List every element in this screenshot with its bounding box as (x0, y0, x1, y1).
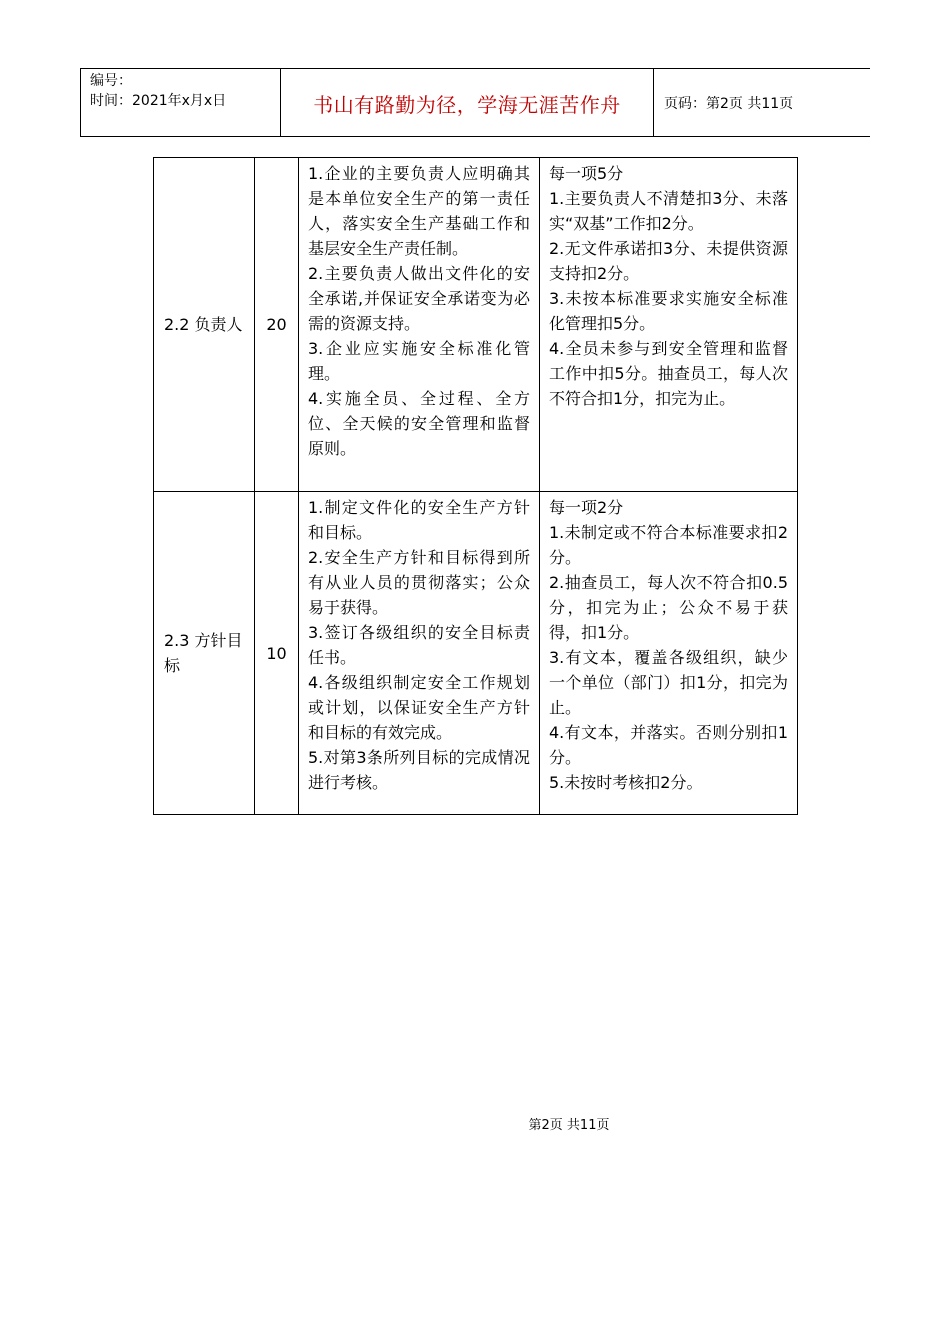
requirement-line: 2.主要负责人做出文件化的安全承诺,并保证安全承诺变为必需的资源支持。 (308, 264, 530, 333)
standard-line: 2.抽查员工，每人次不符合扣0.5分，扣完为止；公众不易于获得，扣1分。 (549, 573, 788, 642)
standard-line: 3.未按本标准要求实施安全标准化管理扣5分。 (549, 289, 788, 333)
standard-line: 3.有文本，覆盖各级组织，缺少一个单位（部门）扣1分，扣完为止。 (549, 648, 788, 717)
requirements-cell (299, 158, 540, 492)
header-motto: 书山有路勤为径，学海无涯苦作舟 (281, 69, 654, 136)
requirement-line: 2.安全生产方针和目标得到所有从业人员的贯彻落实；公众易于获得。 (308, 548, 530, 617)
requirement-line: 5.对第3条所列目标的完成情况进行考核。 (308, 748, 530, 792)
requirement-line: 4.实施全员、全过程、全方位、全天候的安全管理和监督原则。 (308, 389, 530, 458)
standard-line: 4.全员未参与到安全管理和监督工作中扣5分。抽查员工，每人次不符合扣1分，扣完为止。 (549, 339, 788, 408)
standard-line: 每一项2分 (549, 498, 624, 517)
requirement-line: 1.制定文件化的安全生产方针和目标。 (308, 498, 530, 542)
standard-line: 1.主要负责人不清楚扣3分、未落实“双基”工作扣2分。 (549, 189, 788, 233)
assessment-table (153, 157, 798, 815)
standard-line: 5.未按时考核扣2分。 (549, 773, 703, 792)
requirement-line: 3.签订各级组织的安全目标责任书。 (308, 623, 530, 667)
score-cell: 10 (255, 492, 299, 815)
item-cell: 2.2 负责人 (154, 158, 255, 492)
table-row (154, 492, 798, 815)
table-row (154, 158, 798, 492)
standard-line: 4.有文本，并落实。否则分别扣1分。 (549, 723, 788, 767)
page-header (80, 68, 870, 137)
number-label: 编号： (90, 73, 132, 89)
page-footer: 第2页 共11页 (528, 1118, 610, 1133)
standard-line: 2.无文件承诺扣3分、未提供资源支持扣2分。 (549, 239, 788, 283)
time-label: 时间：2021年x月x日 (90, 93, 227, 109)
requirement-line: 3.企业应实施安全标准化管理。 (308, 339, 530, 383)
standards-cell (540, 158, 798, 492)
requirement-line: 1.企业的主要负责人应明确其是本单位安全生产的第一责任人，落实安全生产基础工作和基层安全生产责任制。 (308, 164, 530, 258)
requirements-cell (299, 492, 540, 815)
header-meta (80, 69, 281, 136)
header-page-code: 页码：第2页 共11页 (664, 95, 794, 112)
score-cell: 20 (255, 158, 299, 492)
standard-line: 每一项5分 (549, 164, 624, 183)
standards-cell (540, 492, 798, 815)
standard-line: 1.未制定或不符合本标准要求扣2分。 (549, 523, 788, 567)
item-cell: 2.3 方针目标 (154, 492, 255, 815)
requirement-line: 4.各级组织制定安全工作规划或计划，以保证安全生产方针和目标的有效完成。 (308, 673, 530, 742)
